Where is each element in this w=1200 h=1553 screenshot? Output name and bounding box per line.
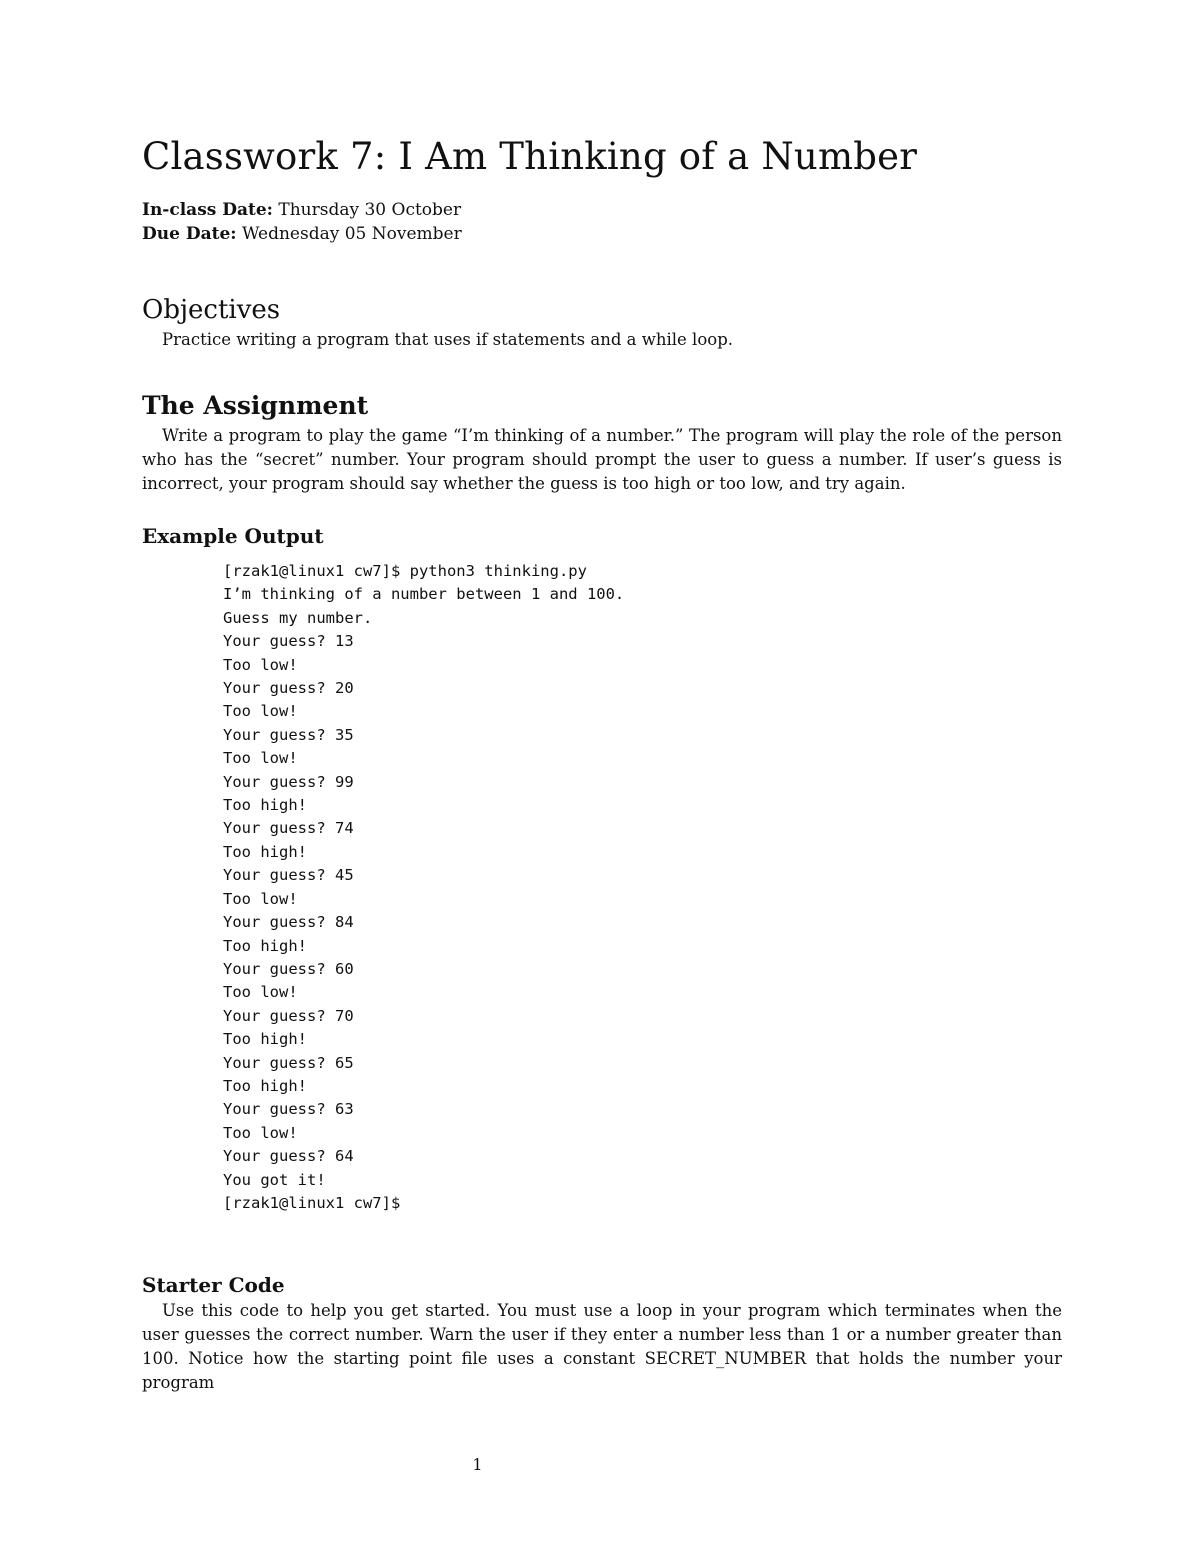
due-date-line bbox=[142, 222, 1062, 246]
terminal-line: Your guess? 35 bbox=[223, 725, 354, 744]
terminal-line: Too low! bbox=[223, 983, 298, 1002]
starter-code-section bbox=[142, 1271, 1062, 1395]
terminal-line: Your guess? 65 bbox=[223, 1053, 354, 1072]
objectives-text: Practice writing a program that uses if statements and a while loop. bbox=[162, 330, 733, 349]
terminal-line: [rzak1@linux1 cw7]$ bbox=[223, 1193, 401, 1212]
terminal-line: Too low! bbox=[223, 749, 298, 768]
assignment-section bbox=[142, 388, 1062, 496]
terminal-line: Your guess? 13 bbox=[223, 632, 354, 651]
example-output-section bbox=[142, 522, 1062, 1215]
terminal-line: Too high! bbox=[223, 796, 307, 815]
terminal-line: Your guess? 60 bbox=[223, 959, 354, 978]
terminal-line: Too high! bbox=[223, 842, 307, 861]
terminal-line: Your guess? 74 bbox=[223, 819, 354, 838]
terminal-line: Too low! bbox=[223, 655, 298, 674]
terminal-line: Too high! bbox=[223, 936, 307, 955]
terminal-line: Your guess? 20 bbox=[223, 679, 354, 698]
starter-code-heading: Starter Code bbox=[142, 1273, 285, 1298]
terminal-line: Your guess? 64 bbox=[223, 1147, 354, 1166]
due-date-label: Due Date: bbox=[142, 224, 237, 244]
terminal-line: Too low! bbox=[223, 702, 298, 721]
document-title: Classwork 7: I Am Thinking of a Number bbox=[142, 135, 918, 178]
inclass-date-value: Thursday 30 October bbox=[278, 200, 462, 220]
terminal-line: Too high! bbox=[223, 1076, 307, 1095]
objectives-heading: Objectives bbox=[142, 295, 281, 325]
due-date-value: Wednesday 05 November bbox=[241, 224, 462, 244]
terminal-line: You got it! bbox=[223, 1170, 326, 1189]
terminal-line: [rzak1@linux1 cw7]$ python3 thinking.py bbox=[223, 562, 587, 580]
terminal-line: Guess my number. bbox=[223, 608, 373, 627]
terminal-line: Your guess? 84 bbox=[223, 913, 354, 932]
example-output-heading: Example Output bbox=[142, 524, 324, 548]
inclass-date-line bbox=[142, 198, 1062, 222]
assignment-text: Write a program to play the game “I’m thinking of a number.” The program will play the role of the person who has the “secret” number. Your program should prompt the user to guess a number. If user’s guess is incorrect, your program should say whether the guess is too high or too low, and try again. bbox=[142, 426, 1062, 493]
terminal-line: Your guess? 45 bbox=[223, 866, 354, 885]
terminal-output bbox=[223, 560, 1062, 1215]
inclass-date-label: In-class Date: bbox=[142, 200, 273, 220]
objectives-section bbox=[142, 292, 1062, 352]
assignment-heading: The Assignment bbox=[142, 391, 369, 420]
terminal-line: Your guess? 70 bbox=[223, 1006, 354, 1025]
dates-block bbox=[142, 198, 1062, 246]
terminal-line: I’m thinking of a number between 1 and 100. bbox=[223, 585, 625, 604]
terminal-line: Too low! bbox=[223, 889, 298, 908]
page-number: 1 bbox=[472, 1455, 483, 1474]
page-content bbox=[142, 128, 1062, 1395]
terminal-line: Your guess? 63 bbox=[223, 1100, 354, 1119]
terminal-line: Your guess? 99 bbox=[223, 772, 354, 791]
terminal-line: Too low! bbox=[223, 1123, 298, 1142]
terminal-line: Too high! bbox=[223, 1030, 307, 1049]
starter-code-text: Use this code to help you get started. You must use a loop in your program which terminates when the user guesses the correct number. Warn the user if they enter a number less than 1 or a number greater than 100. Notice how the starting point file uses a constant SECRET_NUMBER that holds the number your program bbox=[142, 1301, 1062, 1393]
